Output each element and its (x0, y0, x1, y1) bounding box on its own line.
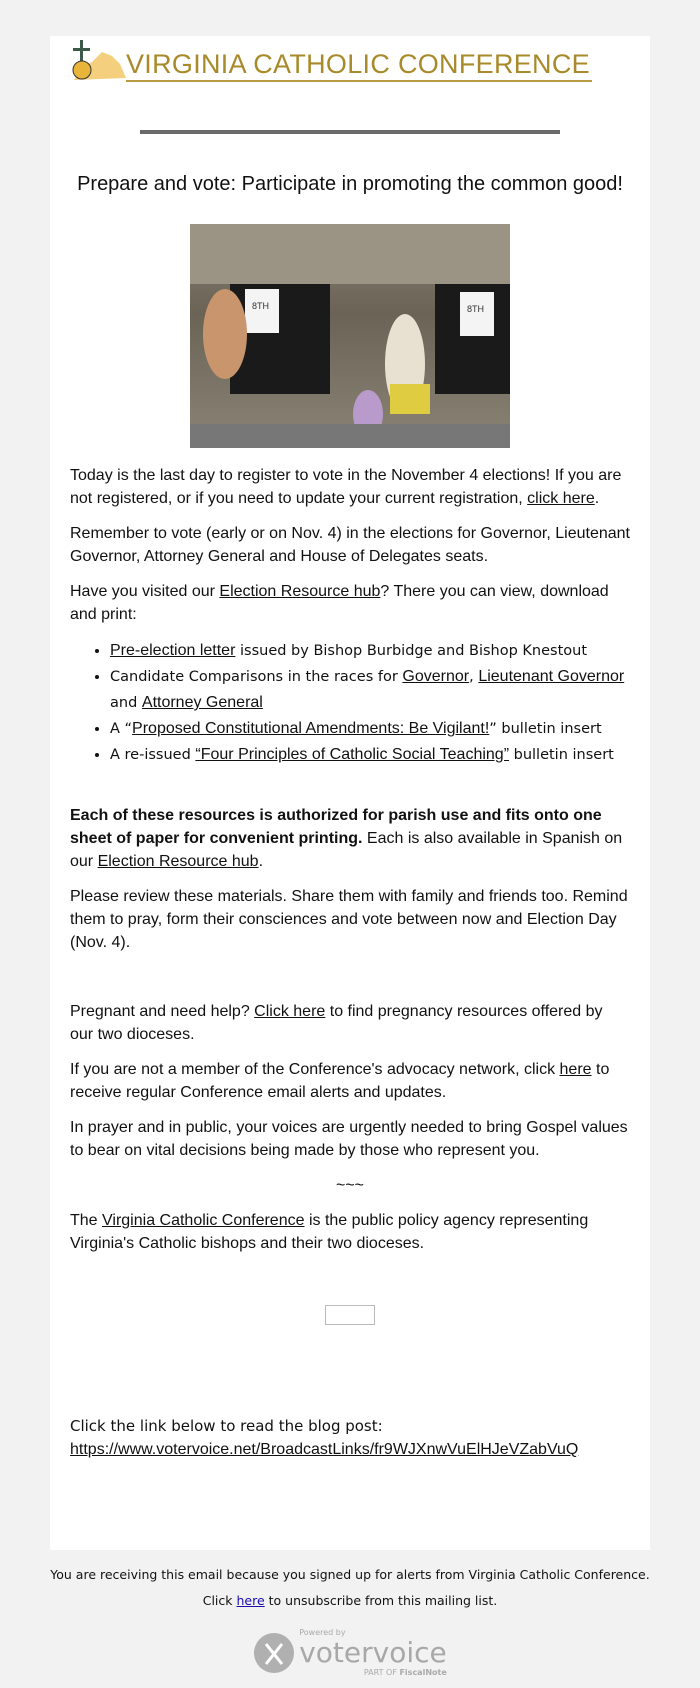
powered-by-label: Powered by (299, 1628, 346, 1637)
unsubscribe-link[interactable]: here (236, 1593, 265, 1608)
list-item: • Pre-election letter issued by Bishop Burbidge and Bishop Knestout (110, 638, 630, 664)
list-item: • Candidate Comparisons in the races for Governor, Lieutenant Governor and Attorney General (110, 664, 630, 716)
vote-reminder: Remember to vote (early or on Nov. 4) in the elections for Governor, Lieutenant Governor, Attorney General and House of Delegates seats. (70, 525, 630, 565)
pre-election-letter-link[interactable]: Pre-election letter (110, 642, 236, 659)
about-paragraph: The Virginia Catholic Conference is the public policy agency representing Virginia's Catholic bishops and their two dioceses. (70, 1212, 589, 1252)
subscription-notice: You are receiving this email because you signed up for alerts from Virginia Catholic Conference. (50, 1567, 650, 1582)
pregnancy-resources-link[interactable]: Click here (254, 1003, 326, 1020)
voting-photo (190, 224, 510, 448)
broken-image (325, 1305, 375, 1325)
resource-hub-paragraph: Have you visited our Election Resource hub? There you can view, download and print: (70, 583, 609, 623)
four-principles-link[interactable]: “Four Principles of Catholic Social Teaching” (195, 746, 510, 763)
attorney-general-link[interactable]: Attorney General (141, 694, 263, 711)
amendments-insert-link[interactable]: Proposed Constitutional Amendments: Be Vigilant! (132, 720, 490, 737)
advocacy-signup-link[interactable]: here (559, 1061, 592, 1078)
footer (0, 1562, 700, 1688)
lieutenant-governor-link[interactable]: Lieutenant Governor (478, 668, 625, 685)
election-resource-hub-link[interactable]: Election Resource hub (219, 583, 381, 600)
vcc-link[interactable]: Virginia Catholic Conference (102, 1212, 305, 1229)
blog-label: Click the link below to read the blog post: (70, 1417, 383, 1435)
votervoice-wordmark: votervoice (299, 1636, 447, 1669)
register-paragraph: Today is the last day to register to vote in the November 4 elections! If you are not registered, or if you need to update your current registration, click here. (70, 467, 622, 507)
headline: Prepare and vote: Participate in promoting the common good! (77, 173, 623, 195)
precinct-sign: 8TH (252, 301, 270, 311)
resources-note: Each of these resources is authorized for parish use and fits onto one sheet of paper for convenient printing. Each is also available in Spanish on our Election Resource hub. (70, 807, 623, 870)
list-item: • A “Proposed Constitutional Amendments: Be Vigilant!” bulletin insert (110, 716, 630, 742)
divider (140, 130, 560, 134)
precinct-sign: 8TH (467, 304, 485, 314)
unsubscribe-line: Click here to unsubscribe from this mailing list. (202, 1593, 498, 1608)
blog-post-link[interactable]: https://www.votervoice.net/BroadcastLinks/fr9WJXnwVuElHJeVZabVuQ (70, 1441, 579, 1458)
votervoice-logo: Powered by votervoice PART OF FiscalNote (0, 1628, 700, 1678)
vcc-logo (68, 36, 650, 82)
review-paragraph: Please review these materials. Share them with family and friends too. Remind them to pray, form their consciences and vote between now and Election Day (Nov. 4). (70, 888, 628, 951)
logo-emblem-icon (68, 38, 126, 82)
advocacy-paragraph: If you are not a member of the Conference's advocacy network, click here to receive regular Conference email alerts and updates. (70, 1061, 610, 1101)
separator: ~~~ (335, 1177, 365, 1194)
election-resource-hub-link-2[interactable]: Election Resource hub (97, 853, 259, 870)
governor-link[interactable]: Governor (402, 668, 470, 685)
list-item: • A re-issued “Four Principles of Catholic Social Teaching” bulletin insert (110, 742, 630, 768)
votervoice-icon (253, 1632, 295, 1674)
logo-text: VIRGINIA CATHOLIC CONFERENCE (126, 48, 592, 82)
register-link[interactable]: click here (527, 490, 595, 507)
prayer-paragraph: In prayer and in public, your voices are urgently needed to bring Gospel values to bear on vital decisions being made by those who represent you. (70, 1119, 628, 1159)
pregnancy-paragraph: Pregnant and need help? Click here to find pregnancy resources offered by our two dioceses. (70, 1003, 603, 1043)
resource-list (70, 638, 630, 768)
email-card (50, 36, 650, 1550)
